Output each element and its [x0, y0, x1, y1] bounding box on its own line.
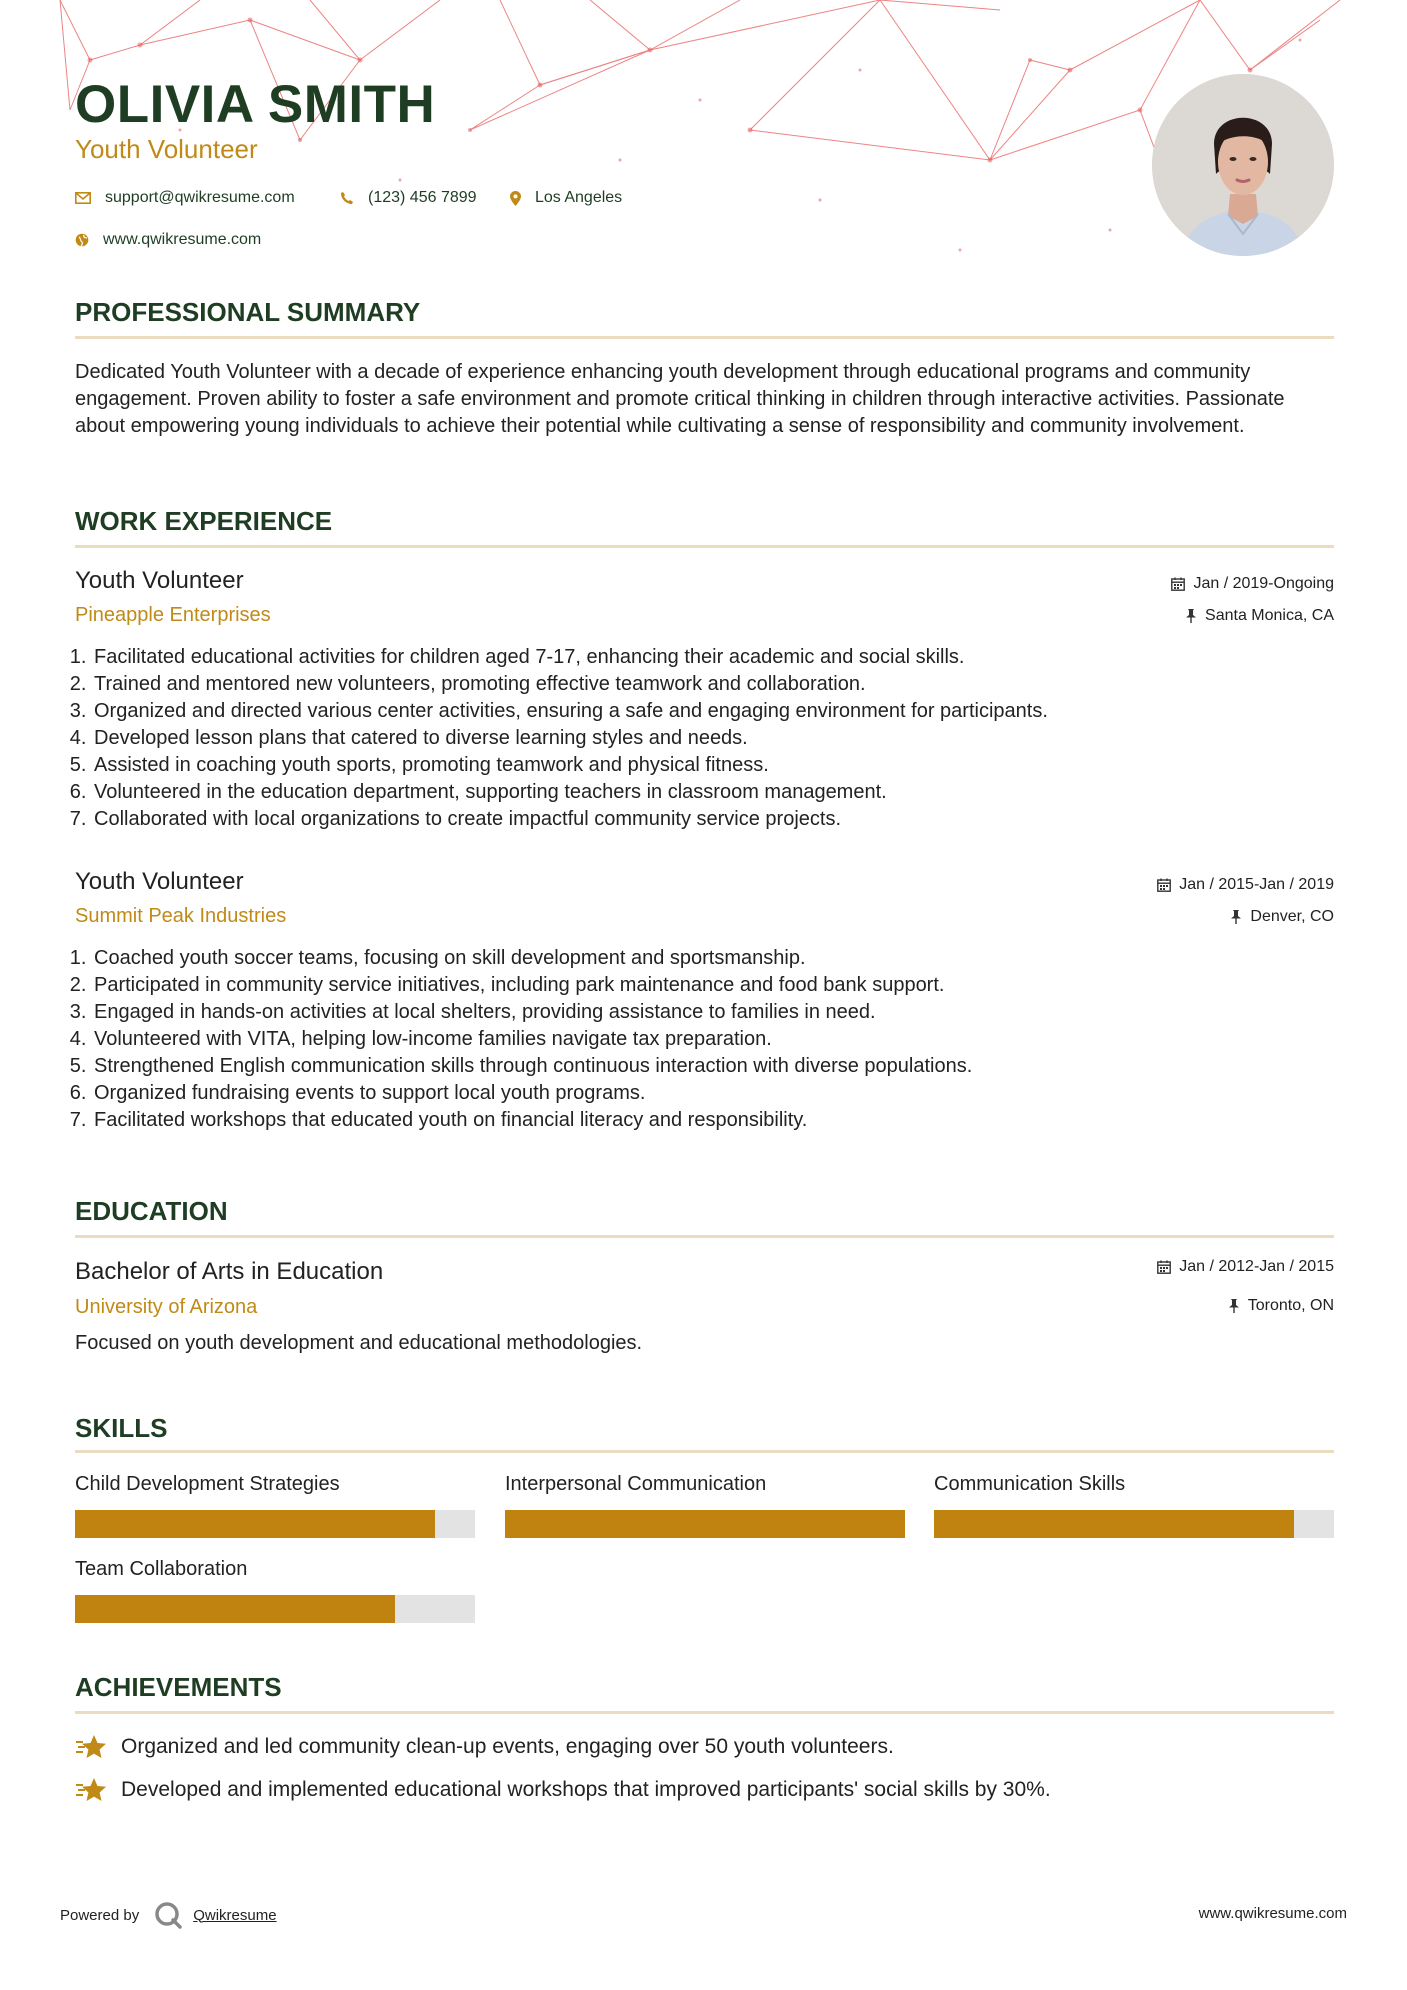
pushpin-icon — [1185, 609, 1197, 623]
section-divider — [75, 336, 1334, 339]
candidate-title: Youth Volunteer — [75, 134, 258, 164]
contact-website[interactable] — [75, 231, 261, 249]
star-badge-icon — [75, 1733, 107, 1761]
education-heading: EDUCATION — [75, 1196, 228, 1226]
skill-label: Communication Skills — [934, 1473, 1126, 1495]
achievement-text: Organized and led community clean-up events, engaging over 50 youth volunteers. — [121, 1735, 894, 1758]
education-school: University of Arizona — [75, 1296, 258, 1318]
list-item: 5. Strengthened English communication skills through continuous interaction with diverse populations. — [92, 1053, 972, 1080]
achievement-item — [75, 1776, 1051, 1804]
globe-icon — [75, 233, 89, 247]
job-dates-text: Jan / 2015-Jan / 2019 — [1179, 876, 1334, 893]
job-location — [1185, 607, 1334, 625]
pushpin-icon — [1230, 910, 1242, 924]
star-badge-icon — [75, 1776, 107, 1804]
achievement-item — [75, 1733, 894, 1761]
skills-heading: SKILLS — [75, 1413, 168, 1443]
section-divider — [75, 545, 1334, 548]
job-bullets — [70, 945, 972, 1134]
education-degree: Bachelor of Arts in Education — [75, 1258, 384, 1285]
list-item: 3. Engaged in hands-on activities at local shelters, providing assistance to families in need. — [92, 999, 972, 1026]
summary-text: Dedicated Youth Volunteer with a decade of experience enhancing youth development through educational programs and community engagement. Proven ability to foster a safe environment and promote critical thinking in children through interactive activities. Passionate about empowering young individuals to achieve their potential while cultivating a sense of responsibility and community involvement. — [75, 361, 1285, 437]
list-item: 4. Developed lesson plans that catered to diverse learning styles and needs. — [92, 725, 1048, 752]
job-location-text: Santa Monica, CA — [1205, 607, 1334, 624]
summary-heading: PROFESSIONAL SUMMARY — [75, 297, 421, 327]
job-company: Pineapple Enterprises — [75, 604, 271, 626]
job-bullets — [70, 644, 1048, 833]
achievements-heading: ACHIEVEMENTS — [75, 1672, 282, 1702]
calendar-icon — [1157, 878, 1171, 892]
phone-icon — [340, 191, 354, 205]
map-pin-icon — [510, 191, 521, 206]
list-item: 7. Collaborated with local organizations to create impactful community service projects. — [92, 806, 1048, 833]
education-dates — [1157, 1258, 1334, 1276]
skill-label: Interpersonal Communication — [505, 1473, 767, 1495]
skill-bar — [75, 1595, 475, 1623]
qwikresume-link[interactable]: Qwikresume — [193, 1906, 277, 1924]
qwikresume-logo-icon — [153, 1900, 183, 1930]
job-location — [1230, 908, 1334, 926]
job-dates — [1171, 575, 1334, 593]
calendar-icon — [1171, 577, 1185, 591]
powered-by-text: Powered by — [60, 1906, 140, 1924]
phone-text: (123) 456 7899 — [368, 189, 477, 206]
job-company: Summit Peak Industries — [75, 905, 287, 927]
education-description: Focused on youth development and educational methodologies. — [75, 1332, 643, 1354]
skill-bar-fill — [75, 1510, 435, 1538]
job-dates — [1157, 876, 1334, 894]
skill-bar — [934, 1510, 1334, 1538]
education-dates-text: Jan / 2012-Jan / 2015 — [1179, 1258, 1334, 1275]
experience-heading: WORK EXPERIENCE — [75, 506, 333, 536]
section-divider — [75, 1711, 1334, 1714]
job-location-text: Denver, CO — [1250, 908, 1334, 925]
list-item: 6. Organized fundraising events to support local youth programs. — [92, 1080, 972, 1107]
website-text: www.qwikresume.com — [103, 231, 262, 248]
skill-bar-fill — [75, 1595, 395, 1623]
list-item: 7. Facilitated workshops that educated youth on financial literacy and responsibility. — [92, 1107, 972, 1134]
calendar-icon — [1157, 1260, 1171, 1274]
list-item: 5. Assisted in coaching youth sports, promoting teamwork and physical fitness. — [92, 752, 1048, 779]
skill-bar-fill — [934, 1510, 1294, 1538]
list-item: 3. Organized and directed various center activities, ensuring a safe and engaging environment for participants. — [92, 698, 1048, 725]
list-item: 6. Volunteered in the education department, supporting teachers in classroom management. — [92, 779, 1048, 806]
education-location — [1228, 1297, 1334, 1315]
achievement-text: Developed and implemented educational workshops that improved participants' social skills by 30%. — [121, 1778, 1051, 1801]
list-item: 2. Trained and mentored new volunteers, promoting effective teamwork and collaboration. — [92, 671, 1048, 698]
profile-photo — [1152, 74, 1334, 256]
footer-site-link[interactable]: www.qwikresume.com — [1198, 1905, 1347, 1922]
location-text: Los Angeles — [535, 189, 623, 206]
skill-bar — [505, 1510, 905, 1538]
list-item: 1. Facilitated educational activities for children aged 7-17, enhancing their academic and social skills. — [92, 644, 1048, 671]
envelope-icon — [75, 192, 91, 204]
job-role: Youth Volunteer — [75, 567, 244, 594]
contact-location — [510, 189, 622, 207]
list-item: 4. Volunteered with VITA, helping low-income families navigate tax preparation. — [92, 1026, 972, 1053]
list-item: 1. Coached youth soccer teams, focusing on skill development and sportsmanship. — [92, 945, 972, 972]
candidate-name: OLIVIA SMITH — [75, 75, 436, 134]
skill-label: Child Development Strategies — [75, 1473, 340, 1495]
pushpin-icon — [1228, 1299, 1240, 1313]
list-item: 2. Participated in community service initiatives, including park maintenance and food bank support. — [92, 972, 972, 999]
skill-label: Team Collaboration — [75, 1558, 248, 1580]
skill-bar-fill — [505, 1510, 905, 1538]
skill-bar — [75, 1510, 475, 1538]
footer-powered-by — [60, 1900, 277, 1930]
section-divider — [75, 1235, 1334, 1238]
job-role: Youth Volunteer — [75, 868, 244, 895]
job-dates-text: Jan / 2019-Ongoing — [1193, 575, 1334, 592]
contact-phone[interactable] — [340, 189, 477, 207]
contact-email[interactable] — [75, 189, 295, 207]
email-text: support@qwikresume.com — [105, 189, 295, 206]
section-divider — [75, 1450, 1334, 1453]
education-location-text: Toronto, ON — [1247, 1297, 1334, 1314]
